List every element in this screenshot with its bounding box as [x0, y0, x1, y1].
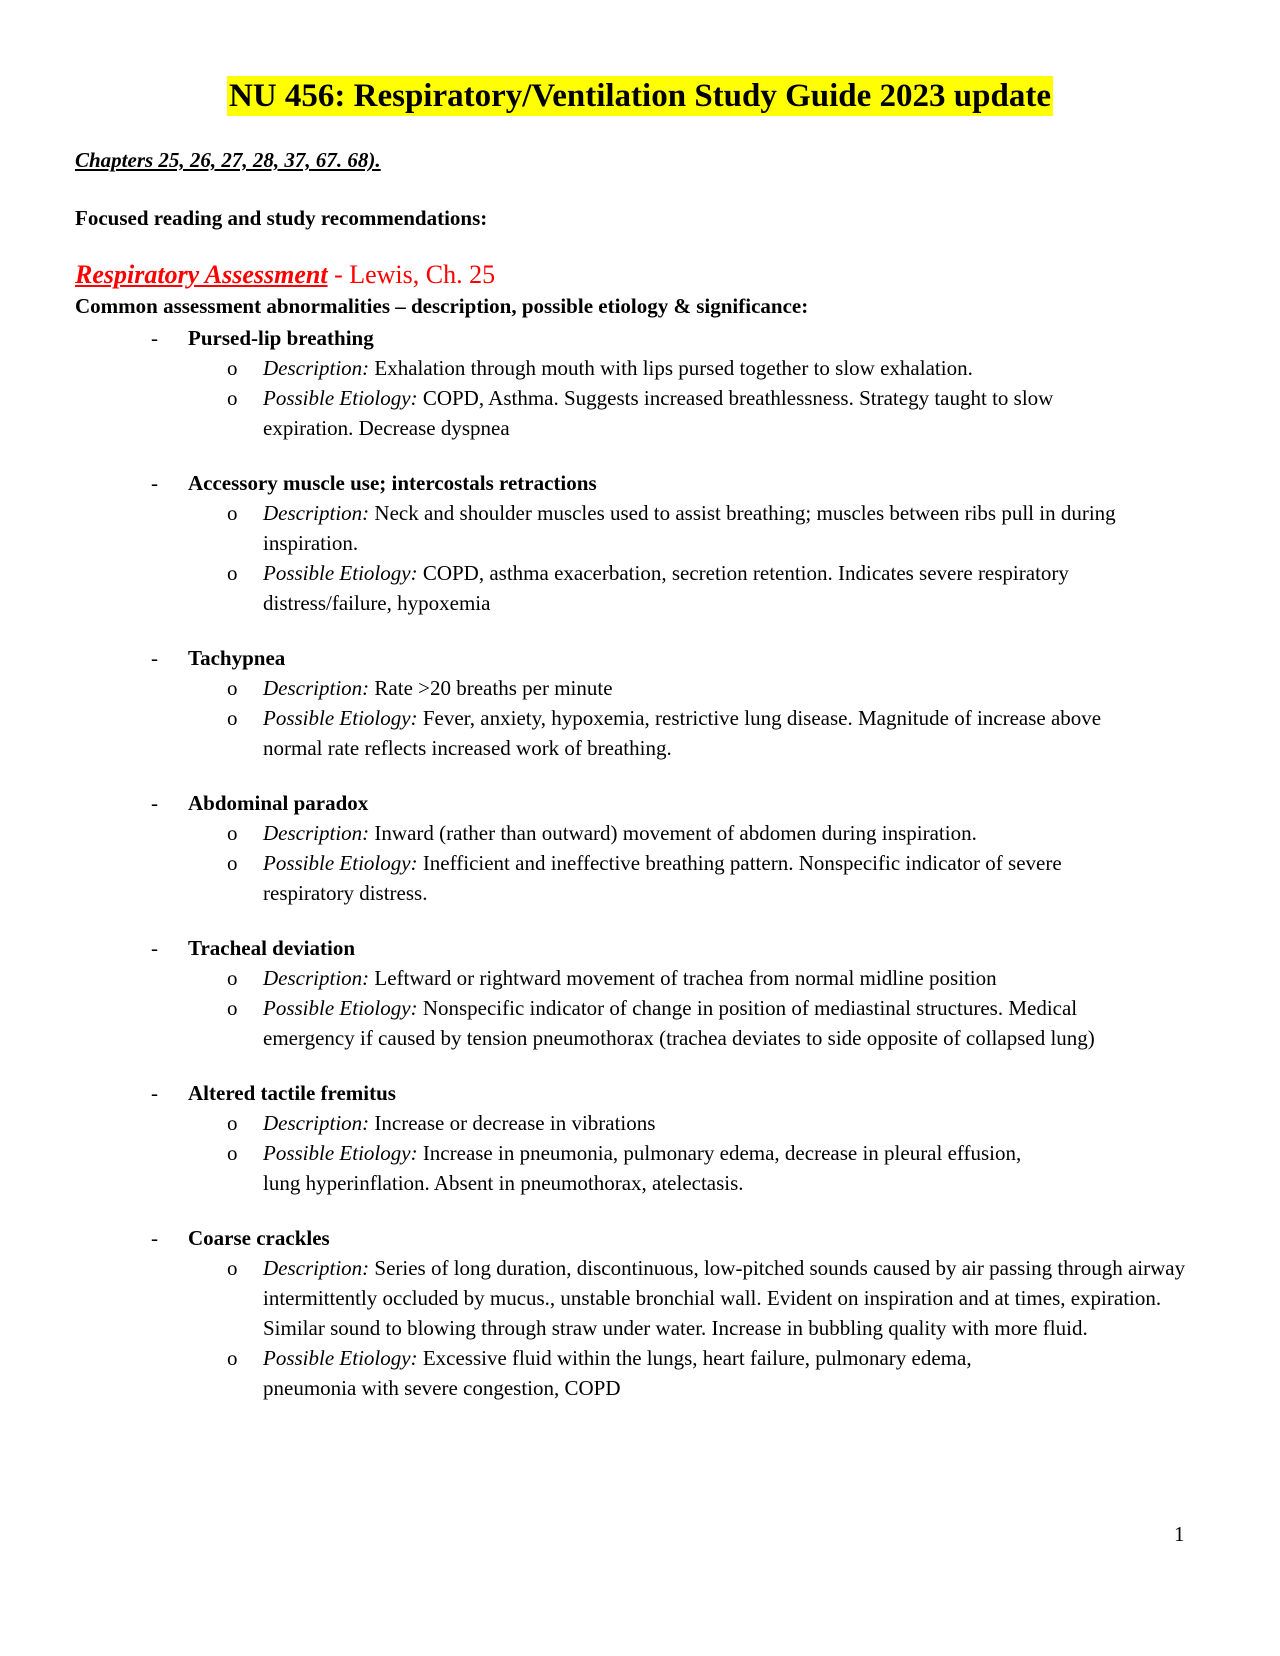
- etiology-text: Excessive fluid within the lungs, heart failure, pulmonary edema, pneumonia with severe congestion, COPD: [263, 1346, 972, 1400]
- dash-bullet: -: [151, 326, 158, 350]
- circle-bullet: o: [227, 851, 238, 875]
- etiology-entry: [0, 993, 1280, 1053]
- description-text: Increase or decrease in vibrations: [369, 1111, 656, 1135]
- section-title: Respiratory Assessment: [75, 260, 328, 289]
- circle-bullet: o: [227, 821, 238, 845]
- section-suffix: - Lewis, Ch. 25: [327, 260, 496, 289]
- etiology-label: Possible Etiology:: [263, 386, 418, 410]
- list-item: [0, 468, 1280, 618]
- description-entry: [0, 353, 1280, 383]
- circle-bullet: o: [227, 386, 238, 410]
- etiology-entry: [0, 383, 1280, 443]
- description-label: Description:: [263, 966, 370, 990]
- common-abnormalities-heading: Common assessment abnormalities – description, possible etiology & significance:: [75, 294, 809, 318]
- etiology-text: Fever, anxiety, hypoxemia, restrictive lung disease. Magnitude of increase above normal rate reflects increased work of breathing.: [263, 706, 1102, 760]
- circle-bullet: o: [227, 706, 238, 730]
- description-text: Series of long duration, discontinuous, low-pitched sounds caused by air passing through airway intermittently occluded by mucus., unstable bronchial wall. Evident on inspiration and at times, expiration. Similar sound to blowing through straw under water. Increase in bubbling quality with more fluid.: [263, 1256, 1186, 1340]
- description-entry: [0, 673, 1280, 703]
- title-container: [0, 76, 1280, 116]
- etiology-label: Possible Etiology:: [263, 1346, 418, 1370]
- etiology-label: Possible Etiology:: [263, 561, 418, 585]
- focused-reading-heading: Focused reading and study recommendations:: [75, 206, 488, 230]
- etiology-text: COPD, asthma exacerbation, secretion retention. Indicates severe respiratory distress/failure, hypoxemia: [263, 561, 1069, 615]
- item-title: Altered tactile fremitus: [188, 1081, 396, 1105]
- etiology-text: Inefficient and ineffective breathing pattern. Nonspecific indicator of severe respiratory distress.: [263, 851, 1062, 905]
- description-label: Description:: [263, 1256, 370, 1280]
- circle-bullet: o: [227, 1256, 238, 1280]
- etiology-entry: [0, 703, 1280, 763]
- description-text: Leftward or rightward movement of trachea from normal midline position: [369, 966, 997, 990]
- dash-bullet: -: [151, 936, 158, 960]
- list-item: [0, 933, 1280, 1053]
- etiology-text: COPD, Asthma. Suggests increased breathlessness. Strategy taught to slow expiration. Decrease dyspnea: [263, 386, 1054, 440]
- description-label: Description:: [263, 821, 370, 845]
- description-label: Description:: [263, 356, 370, 380]
- item-title: Tachypnea: [188, 646, 286, 670]
- circle-bullet: o: [227, 501, 238, 525]
- item-title: Tracheal deviation: [188, 936, 356, 960]
- description-label: Description:: [263, 501, 370, 525]
- description-text: Neck and shoulder muscles used to assist breathing; muscles between ribs pull in during inspiration.: [263, 501, 1116, 555]
- etiology-label: Possible Etiology:: [263, 706, 418, 730]
- dash-bullet: -: [151, 471, 158, 495]
- item-title: Abdominal paradox: [188, 791, 369, 815]
- circle-bullet: o: [227, 996, 238, 1020]
- abnormality-list: [0, 323, 1280, 1428]
- list-item: [0, 323, 1280, 443]
- circle-bullet: o: [227, 1346, 238, 1370]
- description-entry: [0, 818, 1280, 848]
- circle-bullet: o: [227, 966, 238, 990]
- dash-bullet: -: [151, 646, 158, 670]
- circle-bullet: o: [227, 356, 238, 380]
- item-title: Pursed-lip breathing: [188, 326, 374, 350]
- dash-bullet: -: [151, 1081, 158, 1105]
- document-title: NU 456: Respiratory/Ventilation Study Guide 2023 update: [228, 78, 1052, 114]
- description-text: Exhalation through mouth with lips pursed together to slow exhalation.: [369, 356, 973, 380]
- list-item: [0, 1223, 1280, 1403]
- description-entry: [0, 1253, 1280, 1343]
- list-item: [0, 1078, 1280, 1198]
- list-item: [0, 788, 1280, 908]
- etiology-label: Possible Etiology:: [263, 1141, 418, 1165]
- circle-bullet: o: [227, 561, 238, 585]
- description-entry: [0, 963, 1280, 993]
- etiology-text: Increase in pneumonia, pulmonary edema, decrease in pleural effusion, lung hyperinflation. Absent in pneumothorax, atelectasis.: [263, 1141, 1022, 1195]
- description-label: Description:: [263, 1111, 370, 1135]
- etiology-entry: [0, 1138, 1280, 1198]
- section-heading: [75, 260, 495, 290]
- etiology-entry: [0, 558, 1280, 618]
- etiology-label: Possible Etiology:: [263, 851, 418, 875]
- etiology-entry: [0, 1343, 1280, 1403]
- circle-bullet: o: [227, 676, 238, 700]
- description-entry: [0, 1108, 1280, 1138]
- etiology-text: Nonspecific indicator of change in position of mediastinal structures. Medical emergency if caused by tension pneumothorax (trachea deviates to side opposite of collapsed lung): [263, 996, 1095, 1050]
- circle-bullet: o: [227, 1141, 238, 1165]
- page-number: 1: [1174, 1522, 1185, 1546]
- description-label: Description:: [263, 676, 370, 700]
- etiology-label: Possible Etiology:: [263, 996, 418, 1020]
- description-text: Inward (rather than outward) movement of abdomen during inspiration.: [369, 821, 977, 845]
- dash-bullet: -: [151, 1226, 158, 1250]
- circle-bullet: o: [227, 1111, 238, 1135]
- chapters-line: Chapters 25, 26, 27, 28, 37, 67. 68).: [75, 148, 381, 172]
- etiology-entry: [0, 848, 1280, 908]
- item-title: Accessory muscle use; intercostals retractions: [188, 471, 597, 495]
- dash-bullet: -: [151, 791, 158, 815]
- item-title: Coarse crackles: [188, 1226, 330, 1250]
- description-entry: [0, 498, 1280, 558]
- list-item: [0, 643, 1280, 763]
- description-text: Rate >20 breaths per minute: [369, 676, 613, 700]
